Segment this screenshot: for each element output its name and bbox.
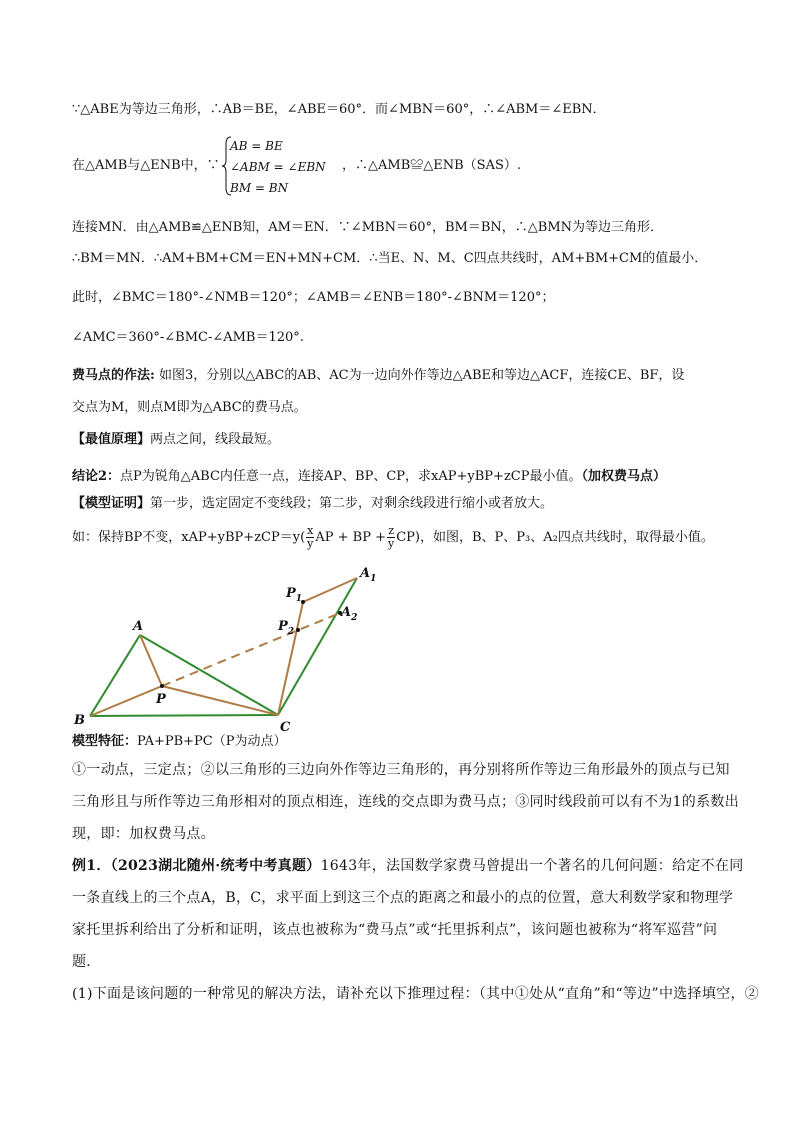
text-line-15: 三角形且与所作等边三角形相对的顶点相连，连线的交点即为费马点；③同时线段前可以有不为1的系数出 [72, 794, 740, 810]
text-line-8: 交点为M，则点M即为△ABC的费马点。 [72, 400, 307, 415]
fraction-z-over-y: $\frac{z}{y}$ [388, 524, 395, 550]
text-line-14: ①一动点，三定点；②以三角形的三边向外作等边三角形的，再分别将所作等边三角形最外的顶点与已知 [72, 762, 730, 778]
label-P2: $P_2$ [278, 619, 295, 637]
text-line-19: 家托里拆利给出了分析和证明，该点也被称为“费马点”或“托里拆利点”，该问题也被称为“将军巡营”问 [72, 922, 718, 938]
text-line-17 [72, 856, 744, 876]
text-line-12-a: 如：保持BP不变，xAP+yBP+zCP＝y( [72, 530, 306, 545]
fermat-point-figure [0, 560, 794, 740]
text-line-9-body: 两点之间，线段最短。 [150, 432, 281, 447]
conclusion-heading: 结论2： [72, 469, 121, 484]
text-line-5: 此时，∠BMC＝180°-∠NMB＝120°；∠AMB＝∠ENB＝180°-∠BNM＝120°； [72, 290, 555, 305]
segment-PB [90, 686, 162, 716]
label-C: C [280, 720, 291, 735]
point-P [160, 684, 164, 688]
segment-BC [90, 715, 278, 716]
weighted-fermat-tag: （加权费马点） [581, 469, 667, 484]
text-line-7-body: 如图3，分别以△ABC的AB、AC为一边向外作等边△ABE和等边△ACF，连接CE、BF，设 [154, 368, 685, 383]
segment-PA [140, 635, 162, 686]
text-line-16: 现，即：加权费马点。 [72, 826, 215, 842]
system-row: AB = BE [230, 139, 283, 153]
text-line-13-body: PA+PB+PC（P为动点） [137, 734, 287, 749]
fermat-construction-heading: 费马点的作法: [72, 368, 155, 383]
text-line-17-body: 1643年，法国数学家费马曾提出一个著名的几何问题：给定不在同 [320, 858, 744, 874]
text-line-10 [72, 467, 666, 487]
point-P2 [296, 628, 300, 632]
label-A: A [133, 619, 144, 634]
text-line-4: ∴BM＝MN．∴AM+BM+CM＝EN+MN+CM．∴当E、N、M、C四点共线时，AM+BM+CM的值最小． [72, 251, 708, 266]
label-A2: $A_2$ [341, 605, 358, 623]
label-A1: $A_1$ [360, 566, 377, 584]
text-line-12 [72, 524, 714, 552]
text-line-2-post: ，∴△AMB≌△ENB（SAS）. [342, 158, 521, 173]
segment-AB [90, 635, 140, 716]
principle-heading: 【最值原理】 [72, 432, 151, 447]
segment-P-A2-dashed [162, 613, 340, 686]
model-feature-heading: 模型特征： [72, 734, 138, 749]
system-row: BM = BN [230, 181, 289, 195]
text-line-18: 一条直线上的三个点A，B，C，求平面上到这三个点的距离之和最小的点的位置，意大利数学家和物理学 [72, 890, 734, 906]
text-line-1: ∵△ABE为等边三角形，∴AB＝BE，∠ABE＝60°．而∠MBN＝60°，∴∠ABM＝∠EBN． [72, 102, 606, 117]
text-line-3: 连接MN．由△AMB≌△ENB知，AM＝EN．∵∠MBN＝60°，BM＝BN，∴△BMN为等边三角形． [72, 220, 664, 235]
text-line-21: (1)下面是该问题的一种常见的解决方法，请补充以下推理过程：（其中①处从“直角”和“等边”中选择填空，② [72, 986, 760, 1002]
segment-PC [162, 686, 278, 715]
example-heading: 例1．（2023湖北随州·统考中考真题） [72, 858, 321, 874]
segment-P1A1 [303, 578, 357, 602]
text-line-11 [72, 494, 553, 514]
text-line-10-body: 点P为锐角△ABC内任意一点，连接AP、BP、CP，求xAP+yBP+zCP最小值。 [120, 469, 582, 484]
proof-heading: 【模型证明】 [72, 496, 151, 511]
text-line-7 [72, 366, 684, 386]
label-B: B [74, 713, 85, 728]
text-line-9 [72, 430, 280, 450]
text-line-12-b: AP + BP + [315, 530, 386, 545]
system-rows [230, 136, 326, 199]
text-line-2-pre: 在△AMB与△ENB中，∵ [72, 158, 220, 173]
text-line-11-body: 第一步，选定固定不变线段；第二步，对剩余线段进行缩小或者放大。 [150, 496, 554, 511]
label-P1: $P_1$ [286, 586, 303, 604]
system-row: ∠ABM = ∠EBN [230, 160, 326, 174]
text-line-12-c: CP)，如图，B、P、P₃、A₂四点共线时，取得最小值。 [396, 530, 714, 545]
text-line-6: ∠AMC＝360°-∠BMC-∠AMB＝120°. [72, 330, 304, 345]
text-line-13 [72, 732, 286, 752]
label-P: P [156, 692, 166, 707]
fraction-x-over-y: $\frac{x}{y}$ [307, 524, 314, 550]
text-line-20: 题． [72, 954, 101, 970]
